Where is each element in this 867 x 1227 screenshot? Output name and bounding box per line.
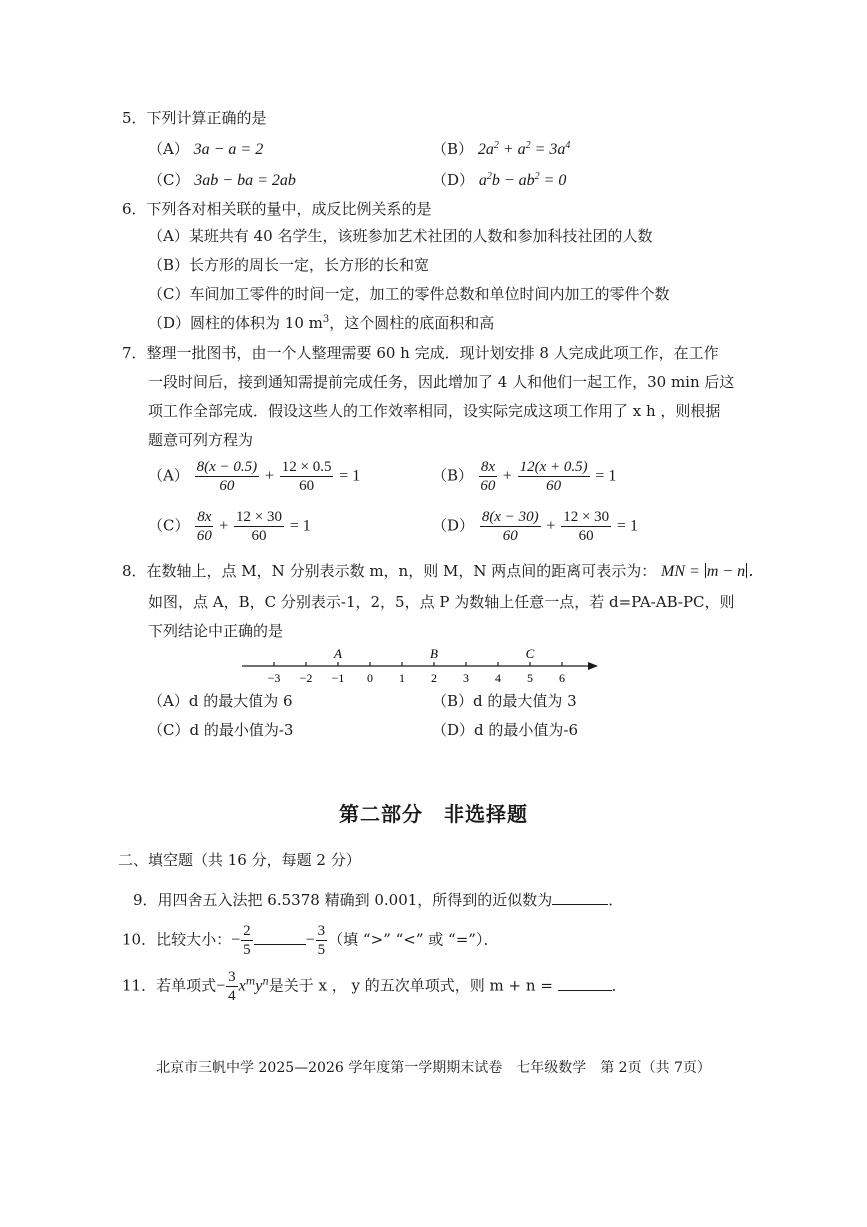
- q5-option-b-expr: $2a^2 + a^2 = 3a^4$: [477, 140, 571, 158]
- q5-option-d-expr: $a^2b - ab^2 = 0$: [478, 171, 567, 189]
- q10-fraction-2: $\frac{3}{5}$: [317, 923, 326, 958]
- q6-option-a: （A）某班共有 40 名学生，该班参加艺术社团的人数和参加科技社团的人数: [148, 227, 653, 245]
- q7-option-d-label: （D）: [432, 516, 475, 535]
- q5-stem: 5．下列计算正确的是: [122, 109, 267, 127]
- q7-option-b: （B） $\frac{8x}{60}$ + $\frac{12(x + 0.5)}{60}$ = 1: [432, 459, 617, 494]
- tick-label: 3: [463, 671, 469, 685]
- q7-c-frac-1: $\frac{8x}{60}$: [196, 509, 212, 544]
- q5-option-c: [148, 170, 296, 191]
- q7-a-frac-1: $\frac{8(x - 0.5)}{60}$: [196, 459, 258, 494]
- q5-option-c-label: （C）: [148, 171, 190, 189]
- page-footer: 北京市三帆中学 2025—2026 学年度第一学期期末试卷 七年级数学 第 2页（共 7页）: [156, 1060, 711, 1076]
- q6-option-b: （B）长方形的周长一定，长方形的长和宽: [148, 256, 430, 274]
- tick-label: 0: [367, 671, 373, 685]
- q7-a-frac-2: $\frac{12 \times 0.5}{60}$: [281, 459, 332, 494]
- point-a-label: A: [334, 646, 342, 661]
- tick-label: 2: [431, 671, 437, 685]
- tick-label: 5: [527, 671, 533, 685]
- q7-line-4: 题意可列方程为: [148, 431, 254, 449]
- q7-option-d: （D） $\frac{8(x - 30)}{60}$ + $\frac{12 \times 30}{60}$ = 1: [432, 509, 638, 544]
- q8-option-c: （C）d 的最小值为-3: [148, 721, 294, 739]
- q11: 11．若单项式− $\frac{3}{4}$ $x^my^n$是关于 x ， y 的五次单项式，则 m + n = ．: [122, 969, 627, 1004]
- q10-answer-blank[interactable]: [254, 930, 306, 945]
- number-line-arrow-icon: [588, 662, 598, 670]
- q5-option-a-label: （A）: [148, 140, 189, 158]
- q10-fraction-1: $\frac{2}{5}$: [243, 923, 251, 958]
- q7-option-c: （C） $\frac{8x}{60}$ + $\frac{12 \times 30}{60}$ = 1: [148, 509, 311, 544]
- q7-option-a-label: （A）: [148, 466, 189, 485]
- number-line-figure: [236, 646, 606, 688]
- q8-line-2: 如图，点 A，B，C 分别表示-1，2，5，点 P 为数轴上任意一点，若 d=PA-AB-PC，则: [148, 593, 735, 611]
- point-c-label: C: [525, 646, 535, 661]
- q7-line-3: 项工作全部完成．假设这些人的工作效率相同，设实际完成这项工作用了 x h ，则根据: [148, 402, 721, 420]
- q5-option-b: [432, 139, 570, 160]
- q8-option-d: （D）d 的最小值为-6: [432, 721, 579, 739]
- tick-label: −1: [331, 671, 345, 685]
- q7-option-a: （A） $\frac{8(x - 0.5)}{60}$ + $\frac{12 \times 0.5}{60}$ = 1: [148, 459, 361, 494]
- part-2-title: 第二部分 非选择题: [339, 802, 528, 826]
- q7-c-frac-2: $\frac{12 \times 30}{60}$: [236, 509, 282, 544]
- q5-option-b-label: （B）: [432, 140, 474, 158]
- tick-label: 6: [559, 671, 565, 685]
- q7-d-frac-2: $\frac{12 \times 30}{60}$: [563, 509, 610, 544]
- q11-fraction: $\frac{3}{4}$: [228, 969, 236, 1004]
- tick-label: −3: [267, 671, 281, 685]
- q5-option-a: [148, 139, 263, 160]
- q7-line-1: 7．整理一批图书，由一个人整理需要 60 h 完成．现计划安排 8 人完成此项工作，在工作: [122, 344, 719, 362]
- q7-b-frac-1: $\frac{8x}{60}$: [480, 459, 496, 494]
- q6-option-d: （D）圆柱的体积为 10 $m^3$，这个圆柱的底面积和高: [148, 314, 495, 332]
- q6-stem: 6．下列各对相关联的量中，成反比例关系的是: [122, 200, 432, 218]
- q5-option-a-expr: 3a − a = 2: [193, 141, 264, 158]
- q7-option-c-label: （C）: [148, 516, 190, 535]
- q5-option-d-label: （D）: [432, 171, 475, 189]
- q8-option-b: （B）d 的最大值为 3: [432, 692, 577, 710]
- q8-formula: MN = m − n ．: [661, 563, 765, 580]
- point-b-label: B: [430, 646, 438, 661]
- tick-label: −2: [299, 671, 313, 685]
- q7-option-b-label: （B）: [432, 466, 474, 485]
- q8-line-3: 下列结论中正确的是: [148, 622, 284, 640]
- q5-option-d: [432, 170, 566, 191]
- q5-option-c-expr: 3ab − ba = 2ab: [194, 172, 296, 189]
- q9-answer-blank[interactable]: [552, 890, 608, 905]
- q9: 9．用四舍五入法把 6.5378 精确到 0.001，所得到的近似数为 ．: [133, 891, 624, 909]
- q8-option-a: （A）d 的最大值为 6: [148, 692, 293, 710]
- tick-label: 1: [399, 671, 405, 685]
- q10: 10．比较大小：− $\frac{2}{5}$ − $\frac{3}{5}$ （填 “>” “<” 或 “=”）．: [122, 923, 499, 958]
- fill-in-section-heading: 二、填空题（共 16 分，每题 2 分）: [118, 851, 361, 869]
- q8-line-1: 8．在数轴上，点 M，N 分别表示数 m，n，则 M，N 两点间的距离可表示为： MN = m − n ．: [122, 562, 765, 580]
- q6-option-c: （C）车间加工零件的时间一定，加工的零件总数和单位时间内加工的零件个数: [148, 285, 670, 303]
- tick-label: 4: [495, 671, 501, 685]
- q7-d-frac-1: $\frac{8(x - 30)}{60}$: [481, 509, 539, 544]
- q11-answer-blank[interactable]: [558, 976, 612, 991]
- q7-b-frac-2: $\frac{12(x + 0.5)}{60}$: [519, 459, 588, 494]
- q7-line-2: 一段时间后，接到通知需提前完成任务，因此增加了 4 人和他们一起工作，30 min 后这: [148, 373, 735, 391]
